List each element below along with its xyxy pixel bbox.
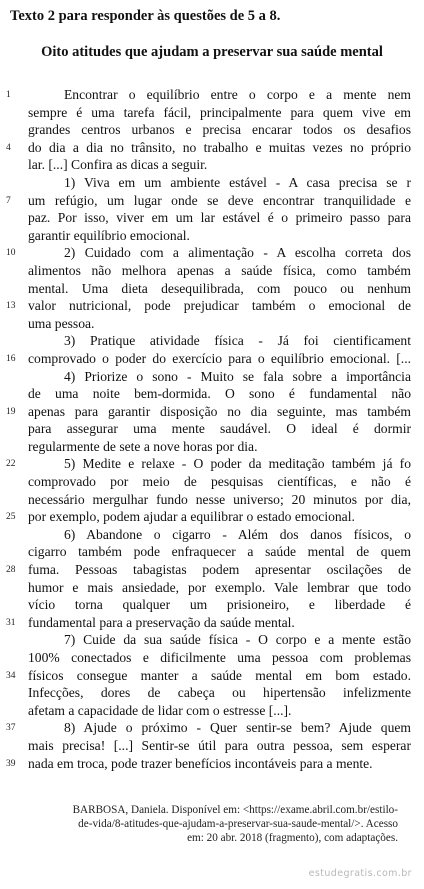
line-text: de uma noite bem-dormida. O sono é fundamental não bbox=[28, 386, 411, 402]
line-number: 39 bbox=[6, 758, 16, 769]
text-line bbox=[28, 209, 411, 227]
text-line bbox=[28, 174, 411, 192]
line-number: 22 bbox=[6, 459, 16, 470]
text-line bbox=[28, 227, 411, 245]
line-text: apenas para garantir disposição no dia seguinte, mas também bbox=[28, 403, 411, 419]
line-number: 4 bbox=[6, 142, 11, 153]
text-line bbox=[28, 280, 411, 298]
text-line bbox=[28, 368, 411, 386]
text-line bbox=[28, 596, 411, 614]
text-line bbox=[28, 702, 411, 720]
line-text: 3) Pratique atividade física - Já foi cientificament bbox=[64, 333, 411, 349]
line-text: para assegurar uma mente saudável. O ideal é dormir bbox=[28, 421, 411, 437]
text-line bbox=[6, 719, 411, 737]
line-text: cigarro também pode enfraquecer a saúde mental de quem bbox=[28, 544, 411, 560]
text-line bbox=[6, 455, 411, 473]
question-header: Texto 2 para responder às questões de 5 a 8. bbox=[10, 8, 281, 24]
line-number: 34 bbox=[6, 670, 16, 681]
line-text: humor e mais ansiedade, por exemplo. Vale lembrar que todo bbox=[28, 579, 411, 595]
text-line bbox=[28, 579, 411, 597]
text-line bbox=[28, 385, 411, 403]
line-text: fundamental para a preservação da saúde mental. bbox=[28, 614, 295, 630]
line-text: Infecções, dores de cabeça ou hipertensão infelizmente bbox=[28, 685, 411, 701]
source-line-1: BARBOSA, Daniela. Disponível em: <https://exame.abril.com.br/estilo- bbox=[72, 804, 398, 816]
line-text: Encontrar o equilíbrio entre o corpo e a mente nem bbox=[64, 87, 411, 102]
line-number: 31 bbox=[6, 617, 16, 628]
text-line bbox=[28, 543, 411, 561]
line-text: garantir equilíbrio emocional. bbox=[28, 227, 190, 243]
line-number: 19 bbox=[6, 406, 16, 417]
line-text: 5) Medite e relaxe - O poder da meditação também já fo bbox=[64, 456, 411, 472]
text-line bbox=[28, 526, 411, 544]
text-line bbox=[28, 473, 411, 491]
line-text: mais precisa! [...] Sentir-se útil para outra pessoa, sem esperar bbox=[28, 737, 411, 753]
line-text: vício torna qualquer um prisioneiro, e liberdade é bbox=[28, 597, 411, 613]
line-text: paz. Por isso, viver em um lar estável é o primeiro passo para bbox=[28, 210, 411, 226]
line-text: comprovado o poder do exercício para o equilíbrio emocional. [... bbox=[28, 350, 411, 366]
line-text: nada em troca, pode trazer benefícios incontáveis para a mente. bbox=[28, 755, 373, 771]
text-line bbox=[6, 297, 411, 315]
line-number: 28 bbox=[6, 565, 16, 576]
line-number: 25 bbox=[6, 512, 16, 523]
source-line-3: em: 20 abr. 2018 (fragmento), com adaptações. bbox=[187, 832, 398, 845]
text-line bbox=[6, 86, 411, 104]
line-number: 37 bbox=[6, 723, 16, 734]
text-line bbox=[28, 684, 411, 702]
text-line bbox=[28, 491, 411, 509]
text-line bbox=[28, 420, 411, 438]
text-line bbox=[6, 614, 411, 632]
line-text: 4) Priorize o sono - Muito se fala sobre a importância bbox=[64, 368, 411, 384]
line-number: 7 bbox=[6, 195, 11, 206]
text-line bbox=[6, 755, 411, 773]
text-line bbox=[28, 121, 411, 139]
line-number: 13 bbox=[6, 301, 16, 312]
line-number: 16 bbox=[6, 353, 16, 364]
text-line bbox=[28, 104, 411, 122]
text-title: Oito atitudes que ajudam a preservar sua saúde mental bbox=[41, 44, 383, 60]
line-text: 1) Viva em um ambiente estável - A casa precisa se r bbox=[64, 174, 411, 190]
line-text: 2) Cuidado com a alimentação - A escolha correta dos bbox=[64, 245, 411, 261]
line-text: lar. [...] Confira as dicas a seguir. bbox=[28, 157, 208, 173]
source-line-2: de-vida/8-atitudes-que-ajudam-a-preservar-sua-saude-mental/>. Acesso bbox=[78, 818, 398, 831]
text-line bbox=[6, 350, 411, 368]
line-text: afetam a capacidade de lidar com o estresse [...]. bbox=[28, 702, 292, 718]
text-line bbox=[6, 244, 411, 262]
text-line bbox=[28, 631, 411, 649]
line-text: sempre é uma tarefa fácil, principalmente para quem vive em bbox=[28, 104, 411, 120]
text-line bbox=[6, 139, 411, 157]
line-text: do dia a dia no trânsito, no trabalho e muitas vezes no próprio bbox=[28, 139, 411, 155]
line-text: necessário mergulhar fundo nesse universo; 20 minutos por dia, bbox=[28, 491, 411, 507]
line-text: um refúgio, um lugar onde se deve encontrar tranquilidade e bbox=[28, 192, 411, 208]
source-citation bbox=[28, 803, 398, 846]
line-text: 100% conectados e dificilmente uma pessoa com problemas bbox=[28, 650, 411, 665]
line-number: 10 bbox=[6, 248, 16, 259]
text-line bbox=[28, 438, 411, 456]
text-line bbox=[6, 192, 411, 210]
watermark: estudegratis.com.br bbox=[308, 868, 412, 879]
line-text: por exemplo, podem ajudar a equilibrar o estado emocional. bbox=[28, 509, 355, 525]
text-line bbox=[6, 561, 411, 579]
text-line bbox=[28, 156, 411, 174]
line-text: regularmente de sete a nove horas por dia. bbox=[28, 438, 258, 454]
line-text: uma pessoa. bbox=[28, 315, 95, 331]
line-text: fuma. Pessoas tabagistas podem apresentar oscilações de bbox=[28, 562, 411, 578]
text-line bbox=[28, 262, 411, 280]
text-line bbox=[6, 403, 411, 421]
text-line bbox=[6, 667, 411, 685]
line-text: comprovado por meio de pesquisas científicas, e não é bbox=[28, 474, 411, 490]
text-line bbox=[6, 508, 411, 526]
line-text: 7) Cuide da sua saúde física - O corpo e a mente estão bbox=[64, 632, 411, 648]
line-text: valor nutricional, pode prejudicar também o emocional de bbox=[28, 298, 411, 314]
line-text: alimentos não melhora apenas a saúde física, como também bbox=[28, 262, 411, 278]
text-line bbox=[28, 649, 411, 667]
text-line bbox=[28, 737, 411, 755]
line-text: grandes centros urbanos e precisa encarar todos os desafios bbox=[28, 122, 411, 138]
text-line bbox=[28, 315, 411, 333]
text-body bbox=[6, 86, 411, 772]
line-text: 6) Abandone o cigarro - Além dos danos físicos, o bbox=[64, 526, 411, 542]
line-number: 1 bbox=[6, 90, 11, 100]
line-text: mental. Uma dieta desequilibrada, com pouco ou nenhum bbox=[28, 280, 411, 296]
line-text: 8) Ajude o próximo - Quer sentir-se bem? Ajude quem bbox=[64, 720, 411, 736]
line-text: físicos consegue manter a saúde mental em bom estado. bbox=[28, 667, 411, 683]
text-line bbox=[28, 332, 411, 350]
